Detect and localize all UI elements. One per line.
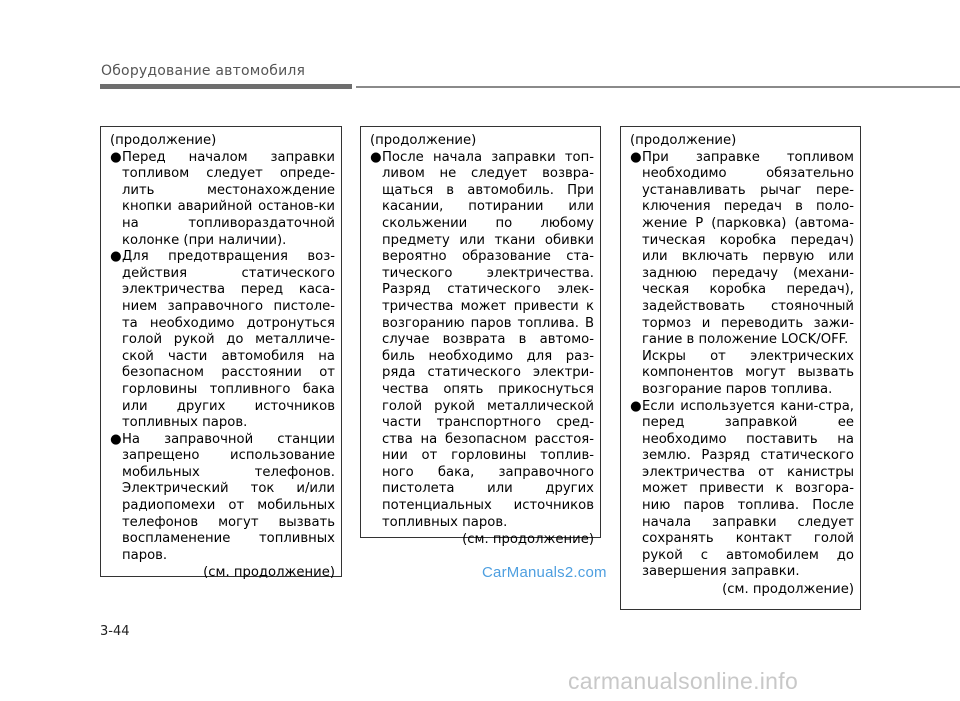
bullet-item: ●Перед началом заправки топливом следует опреде-лить местонахождение кнопки аварийной останов-ки на топливораздаточной колонке (при наличии). xyxy=(110,149,335,248)
watermark-carmanualsonline[interactable]: carmanualsonline.info xyxy=(568,668,799,694)
header-rule-dark xyxy=(100,84,352,89)
continuation-lead: (продолжение) xyxy=(110,133,217,148)
page-number: 3-44 xyxy=(100,624,130,639)
header-rule-thin xyxy=(356,86,960,88)
bullet-dot-icon: ● xyxy=(370,149,382,165)
section-title: Оборудование автомобиля xyxy=(101,63,306,79)
bullet-dot-icon: ● xyxy=(110,149,122,165)
bullet-dot-icon: ● xyxy=(630,398,642,414)
bullet-item: ●Для предотвращения воз-действия статического электричества перед каса-нием заправочного пистоле-та необходимо дотронуться голой рукой до металличе-ской части автомобиля на безопасном расстоянии от горловины топливного бака или других источников топливных паров. xyxy=(110,249,335,431)
continued-note: (см. продолжение) xyxy=(462,532,594,548)
bullet-dot-icon: ● xyxy=(110,431,122,447)
continued-note: (см. продолжение) xyxy=(203,565,335,581)
warning-box-3 xyxy=(620,126,861,610)
warning-box-2 xyxy=(360,126,601,548)
continued-note: (см. продолжение) xyxy=(722,582,854,598)
bullet-dot-icon: ● xyxy=(110,249,122,265)
warning-box-1 xyxy=(100,126,342,581)
bullet-dot-icon: ● xyxy=(630,149,642,165)
bullet-item: ●После начала заправки топ-ливом не следует возвра-щаться в автомобиль. При касании, потирании или скольжении по любому предмету или ткани обивки вероятно образование ста-тического электричества. Разряд статического элек-тричества может привести к возгоранию паров топлива. В случае возврата в автомо-биль необходимо для раз-ряда статического электри-чества опять прикоснуться голой рукой металлической части транспортного сред-ства на безопасном расстоя-нии от горловины топлив-ного бака, заправочного пистолета или других потенциальных источников топливных паров. xyxy=(370,149,594,530)
bullet-item: ●Если используется кани-стра, перед заправкой ее необходимо поставить на землю. Разряд статического электричества от канистры может привести к возгора-нию паров топлива. После начала заправки следует сохранять контакт голой рукой с автомобилем до завершения заправки. xyxy=(630,398,854,580)
watermark-carmanuals2[interactable]: CarManuals2.com xyxy=(482,564,607,581)
continuation-lead: (продолжение) xyxy=(630,133,737,148)
sub-paragraph: Искры от электрических компонентов могут вызвать возгорание паров топлива. xyxy=(642,348,854,397)
continuation-lead: (продолжение) xyxy=(370,133,477,148)
bullet-item: ●При заправке топливом необходимо обязательно устанавливать рычаг пере-ключения передач в поло-жение P (парковка) (автома-тическая коробка передач) или включать первую или заднюю передачу (механи-ческая коробка передач), задействовать стояночный тормоз и переводить зажи-гание в положение LOCK/OFF. xyxy=(630,149,854,348)
bullet-item: ●На заправочной станции запрещено использование мобильных телефонов. Электрический ток и/или радиопомехи от мобильных телефонов могут вызвать воспламенение топливных паров. xyxy=(110,431,335,563)
